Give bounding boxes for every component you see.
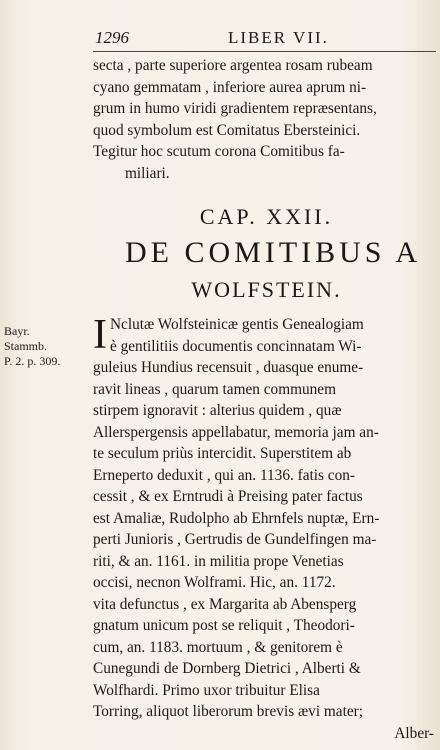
- header-rule: [93, 51, 436, 52]
- text-line: est Amaliæ, Rudolpho ab Ehrnfels nuptæ, Ern-: [93, 509, 380, 527]
- text-line: grum in humo viridi gradientem repræsentans,: [93, 100, 377, 117]
- page-number: 1296: [95, 28, 129, 47]
- text-line: guleius Hundius recensuit , duasque enume-: [93, 359, 364, 376]
- text-line: secta , parte superiore argentea rosam rubeam: [93, 57, 373, 74]
- running-head: [95, 28, 440, 48]
- text-line: quod symbolum est Comitatus Ebersteinici.: [93, 121, 361, 139]
- text-line: Erneperto deduxit , qui an. 1136. fatis con-: [93, 466, 355, 484]
- text-line: è gentilitiis documentis concinnatam Wi-: [110, 337, 362, 355]
- drop-cap: I: [93, 312, 107, 358]
- margin-note-line: Bayr.: [4, 324, 30, 338]
- margin-note-line: Stammb.: [4, 339, 48, 353]
- body-paragraph: [93, 314, 440, 744]
- text-line: Allerspergensis appellabatur, memoria jam an-: [93, 423, 379, 441]
- text-line: Nclutæ Wolfsteinicæ gentis Genealogiam: [110, 316, 364, 333]
- text-line: vita defunctus , ex Margarita ab Abensperg: [93, 595, 357, 613]
- text-line: riti, & an. 1161. in militia prope Venetias: [93, 552, 344, 570]
- text-line: Torring, aliquot liberorum brevis ævi mater;: [93, 703, 363, 720]
- text-line: Cunegundi de Dornberg Dietrici , Alberti &: [93, 660, 361, 677]
- chapter-title: DE COMITIBUS A: [124, 236, 421, 269]
- text-line: Tegitur hoc scutum corona Comitibus fa-: [93, 143, 345, 160]
- text-line: cessit , & ex Erntrudi à Preising pater factus: [93, 488, 363, 505]
- text-line: perti Junioris , Gertrudis de Gundelfingen ma-: [93, 531, 377, 548]
- text-line: ravit lineas , quarum tamen communem: [93, 380, 336, 398]
- text-line: Wolfhardi. Primo uxor tribuitur Elisa: [93, 681, 320, 699]
- chapter-subtitle: WOLFSTEIN.: [191, 277, 342, 302]
- catchword: Alber-: [394, 724, 434, 742]
- text-line: stirpem ignoravit : alterius quidem , quæ: [93, 402, 342, 419]
- intro-paragraph: [93, 55, 440, 184]
- text-line: te seculum priùs intercidit. Superstitem ab: [93, 445, 352, 462]
- margin-note: [4, 324, 94, 369]
- text-line: cum, an. 1183. mortuum , & genitorem è: [93, 638, 343, 656]
- text-line: gnatum unicum post se reliquit , Theodori-: [93, 617, 355, 634]
- text-line: occisi, necnon Wolframi. Hic, an. 1172.: [93, 574, 336, 591]
- text-line: miliari.: [125, 164, 170, 182]
- margin-note-line: P. 2. p. 309.: [4, 354, 61, 368]
- chapter-number: CAP. XXII.: [199, 204, 334, 229]
- text-line: cyano gemmatam , inferiore aurea aprum ni-: [93, 78, 367, 96]
- book-title: LIBER VII.: [228, 28, 329, 47]
